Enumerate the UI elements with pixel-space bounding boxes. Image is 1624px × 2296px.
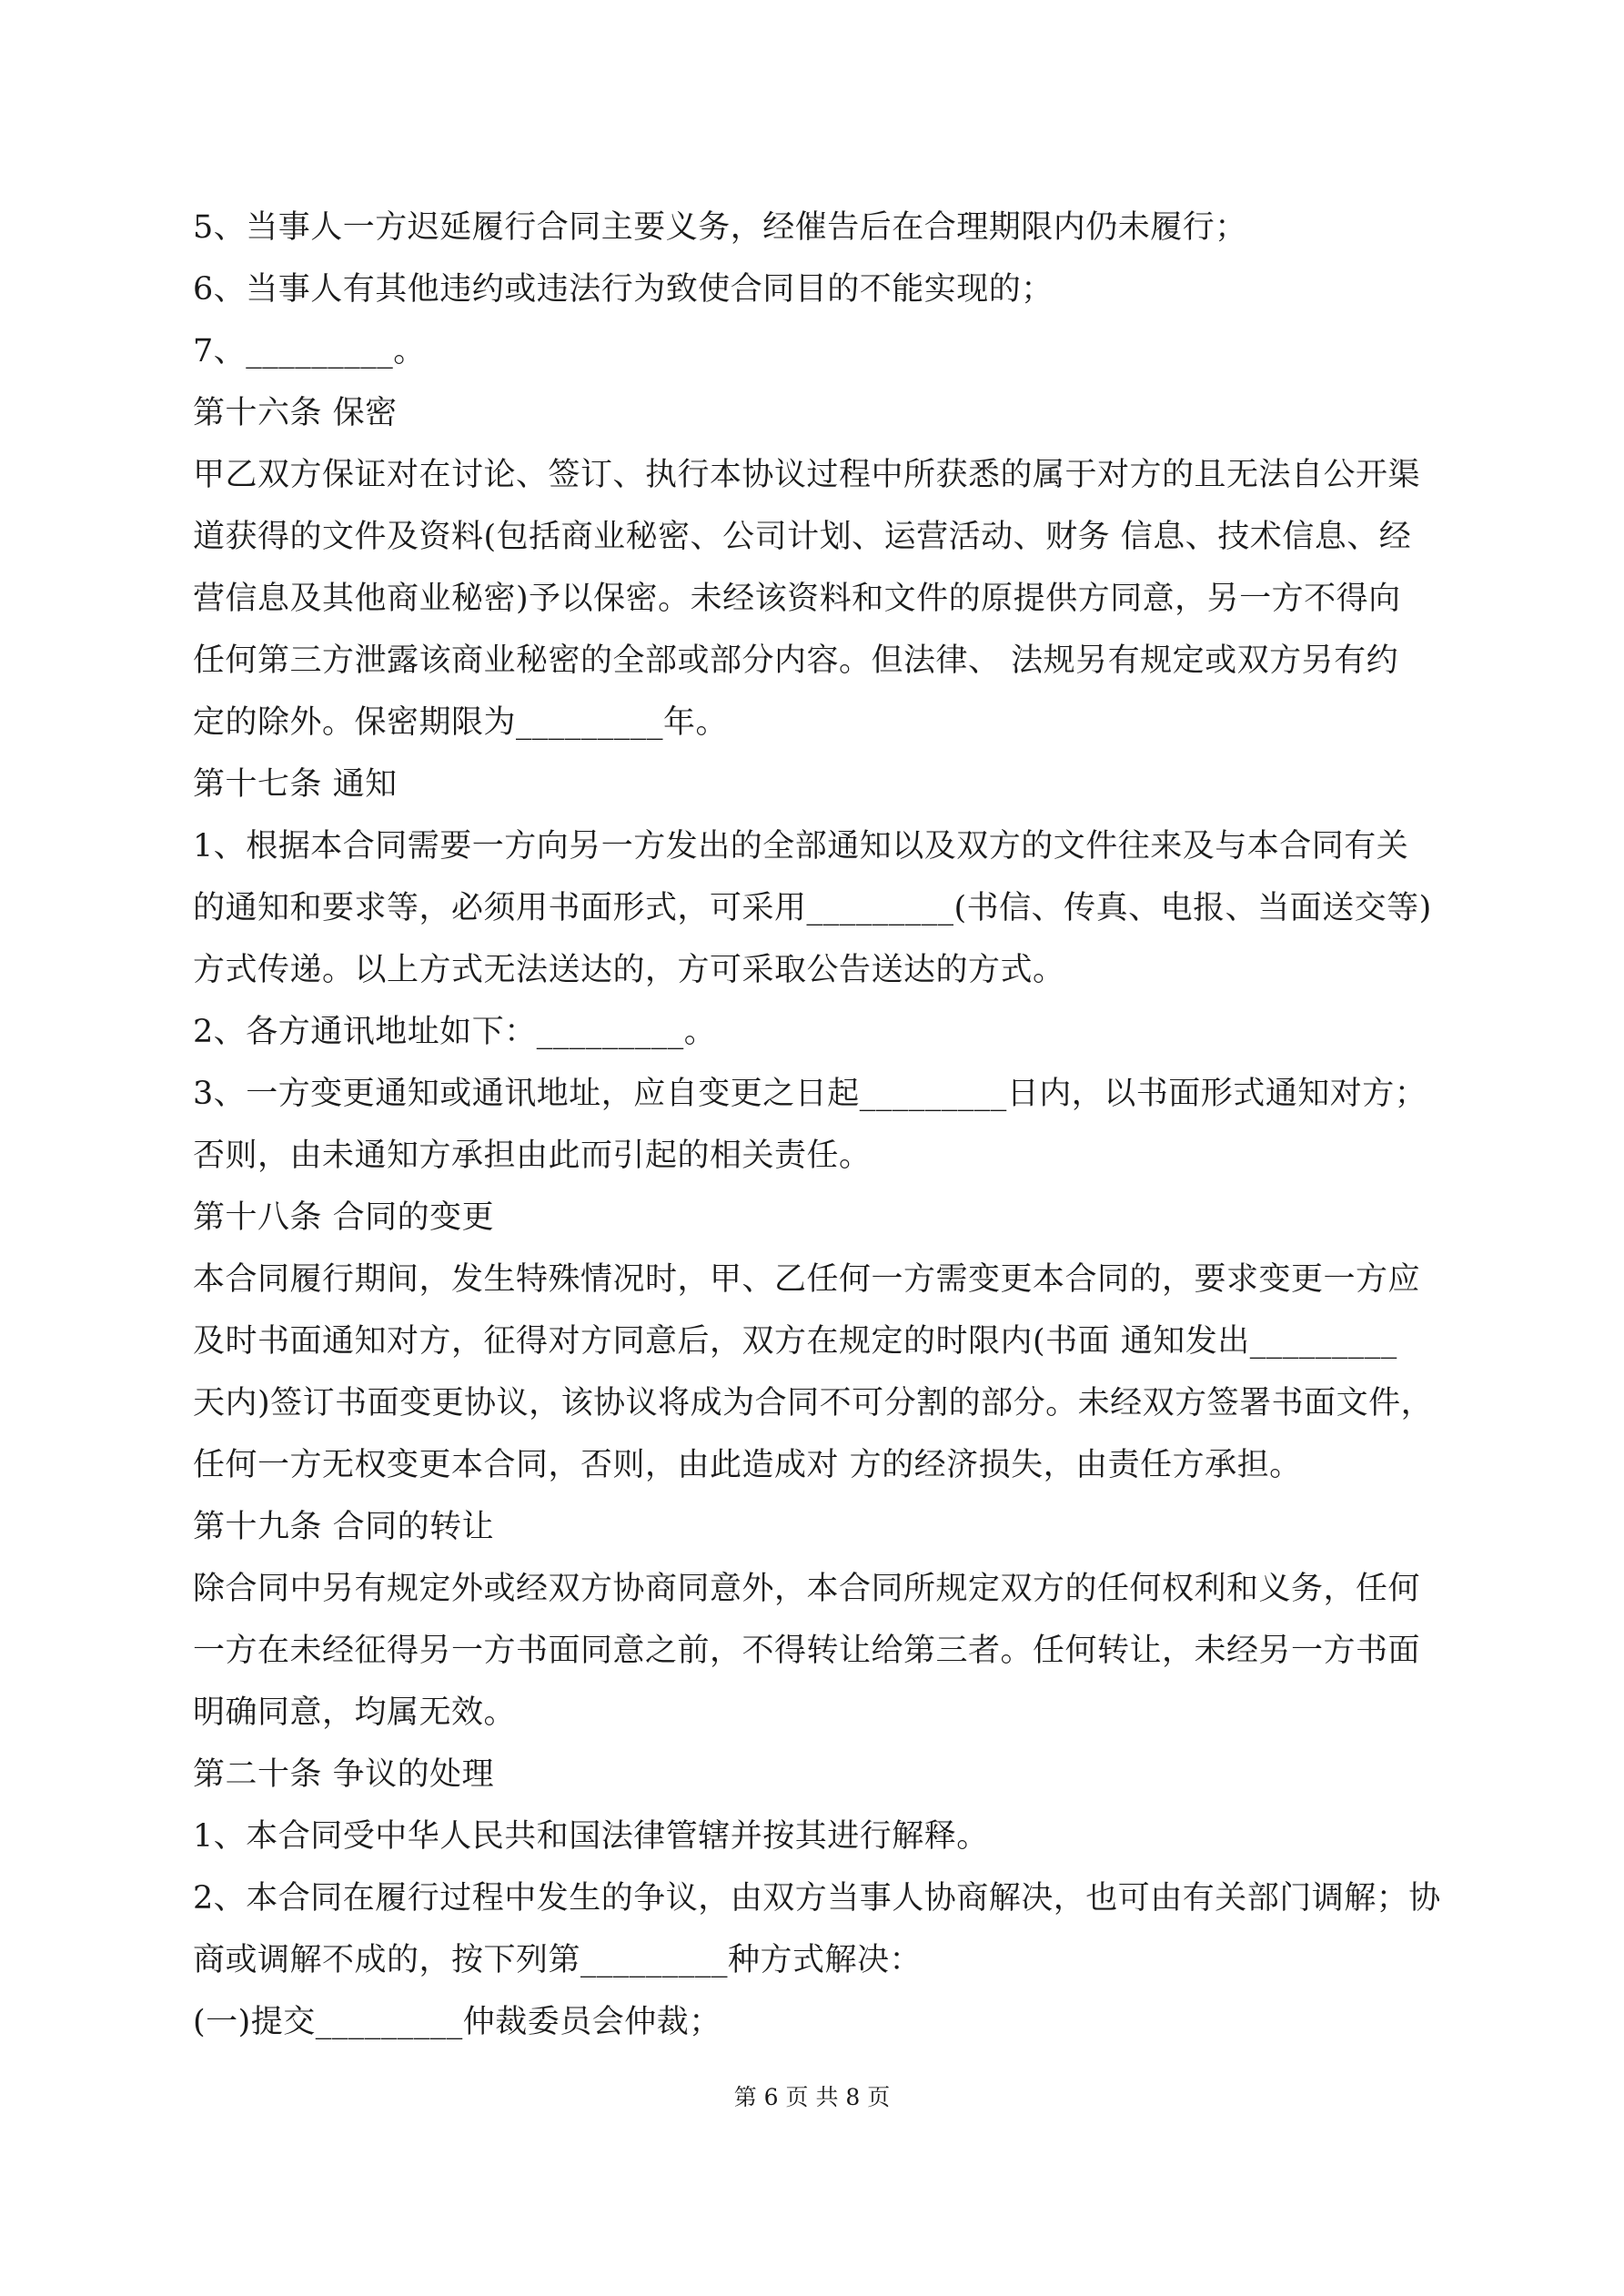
paragraph-line: 道获得的文件及资料(包括商业秘密、公司计划、运营活动、财务 信息、技术信息、经	[193, 519, 1412, 555]
paragraph-line: 商或调解不成的，按下列第_________种方式解决：	[193, 1942, 923, 1978]
clause-text-line: 7、_________。	[193, 333, 426, 369]
paragraph-line: 除合同中另有规定外或经双方协商同意外，本合同所规定双方的任何权利和义务，任何	[193, 1571, 1421, 1607]
section-heading: 第十六条 保密	[193, 395, 398, 431]
clause-text-line: 5、当事人一方迟延履行合同主要义务，经催告后在合理期限内仍未履行；	[193, 209, 1247, 246]
paragraph-line: 天内)签订书面变更协议，该协议将成为合同不可分割的部分。未经双方签署书面文件，	[193, 1385, 1434, 1421]
paragraph-line: 1、根据本合同需要一方向另一方发出的全部通知以及双方的文件往来及与本合同有关	[193, 828, 1409, 865]
section-heading: 第十八条 合同的变更	[193, 1199, 495, 1236]
paragraph-line: 及时书面通知对方，征得对方同意后，双方在规定的时限内(书面 通知发出_________	[193, 1323, 1397, 1360]
paragraph-line: 本合同履行期间，发生特殊情况时，甲、乙任何一方需变更本合同的，要求变更一方应	[193, 1261, 1421, 1298]
paragraph-line: 2、本合同在履行过程中发生的争议，由双方当事人协商解决，也可由有关部门调解；协	[193, 1880, 1441, 1917]
paragraph-line: 明确同意，均属无效。	[193, 1694, 517, 1731]
paragraph-line: 2、各方通讯地址如下：_________。	[193, 1014, 717, 1050]
paragraph-line: 定的除外。保密期限为_________年。	[193, 704, 729, 741]
paragraph-line: 营信息及其他商业秘密)予以保密。未经该资料和文件的原提供方同意，另一方不得向	[193, 581, 1401, 617]
paragraph-line: 的通知和要求等，必须用书面形式，可采用_________(书信、传真、电报、当面送交等)	[193, 890, 1432, 926]
clause-text-line: 6、当事人有其他违约或违法行为致使合同目的不能实现的；	[193, 271, 1054, 308]
section-heading: 第十七条 通知	[193, 766, 398, 803]
page-number-footer: 第 6 页 共 8 页	[733, 2084, 891, 2110]
paragraph-line: 一方在未经征得另一方书面同意之前，不得转让给第三者。任何转让，未经另一方书面	[193, 1633, 1421, 1669]
paragraph-line: 方式传递。以上方式无法送达的，方可采取公告送达的方式。	[193, 952, 1065, 988]
paragraph-line: 3、一方变更通知或通讯地址，应自变更之日起_________日内，以书面形式通知对方；	[193, 1076, 1427, 1112]
paragraph-line: 甲乙双方保证对在讨论、签订、执行本协议过程中所获悉的属于对方的且无法自公开渠	[193, 457, 1421, 493]
paragraph-line: 任何一方无权变更本合同，否则，由此造成对 方的经济损失，由责任方承担。	[193, 1447, 1302, 1483]
section-heading: 第十九条 合同的转让	[193, 1509, 495, 1545]
section-heading: 第二十条 争议的处理	[193, 1756, 495, 1793]
paragraph-line: 任何第三方泄露该商业秘密的全部或部分内容。但法律、 法规另有规定或双方另有约	[193, 642, 1399, 679]
paragraph-line: (一)提交_________仲裁委员会仲裁；	[193, 2004, 721, 2040]
paragraph-line: 否则，由未通知方承担由此而引起的相关责任。	[193, 1138, 872, 1174]
paragraph-line: 1、本合同受中华人民共和国法律管辖并按其进行解释。	[193, 1818, 989, 1855]
